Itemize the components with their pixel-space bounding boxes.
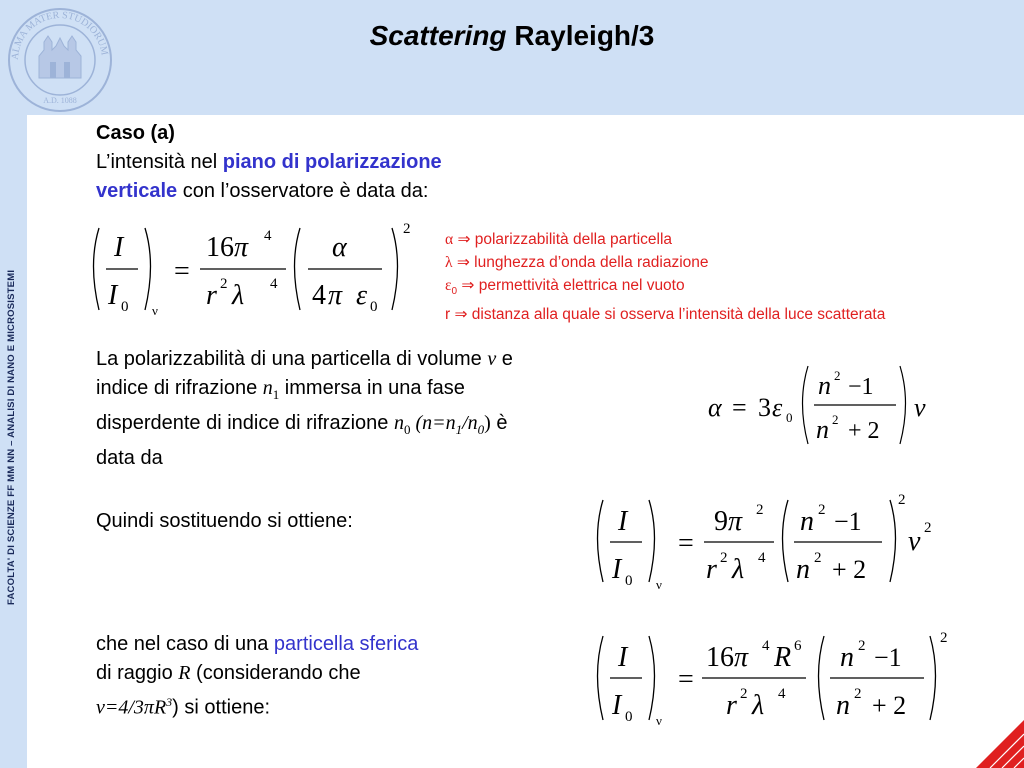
eq4-n-bottom: n [836,690,850,721]
title-rest: Rayleigh/3 [506,20,655,51]
eq4-r: r [726,690,737,721]
eq2-minus1: −1 [848,374,874,400]
eq3-v: v [908,526,921,557]
eq2-v: v [914,393,926,422]
legend-item-epsilon [445,274,885,303]
eq3-r-exp: 2 [720,550,728,566]
page-title [0,20,1024,52]
case-line2-text: con l’osservatore è data da: [177,180,429,202]
eq1-nu: ν [152,303,158,318]
polar-line2: indice di rifrazione $n_1$ immersa in una fase [96,377,465,402]
implies-icon: ⇒ [456,254,470,271]
eq4-16: 16 [706,642,734,673]
sphere-paragraph [96,630,418,723]
eq4-lambda-exp: 4 [778,686,786,702]
eq4-equals: = [678,664,694,695]
eq1-lambda-exp: 4 [270,276,278,292]
eq1-4: 4 [312,280,326,311]
legend-text: permettività elettrica nel vuoto [478,277,685,294]
eq3-pi-exp: 2 [756,502,764,518]
eq4-I0: I [612,690,622,721]
eq4-n-bottom-exp: 2 [854,686,862,702]
eq1-lambda: λ [232,280,245,311]
legend-text: lunghezza d’onda della radiazione [474,254,709,271]
eq4-outer-exp: 2 [940,630,948,646]
eq3-minus1: −1 [834,507,862,536]
spherical-substitution-equation [590,486,950,596]
eq3-lambda-exp: 4 [758,550,766,566]
eq2-3: 3 [758,393,771,422]
eq2-n: n [818,371,831,400]
eq2-equals: = [732,393,747,422]
legend-subscript: 0 [451,286,458,298]
eq3-nu: ν [656,577,662,592]
title-italic: Scattering [369,20,507,51]
implies-icon: ⇒ [461,277,475,294]
legend-item-r [445,303,885,326]
eq4-n-exp: 2 [858,638,866,654]
eq1-I0: I [108,280,118,311]
eq1-sub0: 0 [121,299,129,315]
eq1-pi-exp: 4 [264,228,272,244]
legend-item-lambda [445,251,885,274]
eq2-n-bottom: n [816,415,829,444]
eq3-n-bottom: n [796,554,810,585]
eq4-r-exp: 2 [740,686,748,702]
case-line2-highlight: verticale [96,180,178,202]
case-block [96,119,442,206]
sphere-intensity-equation [590,624,970,734]
intensity-equation [86,214,426,324]
eq3-equals: = [678,528,694,559]
polar-line1: La polarizzabilità di una particella di volume v e [96,348,513,370]
eq3-n-exp: 2 [818,502,826,518]
case-line1-text: L’intensità nel [96,151,223,173]
eq1-pi: π [234,232,249,263]
eq4-sub0: 0 [625,709,633,725]
eq3-v-exp: 2 [924,520,932,536]
eq2-n-exp: 2 [834,368,841,383]
eq4-n: n [840,642,854,673]
header-band [27,0,1024,115]
legend-symbol: λ [445,254,453,271]
eq3-n-bottom-exp: 2 [814,550,822,566]
eq1-eps: ε [356,280,368,311]
eq1-alpha: α [332,232,347,263]
sphere-line2: di raggio R (considerando che [96,662,361,684]
polarizability-paragraph [96,345,513,473]
legend-text: distanza alla quale si osserva l’intensità della luce scatterata [471,306,886,324]
eq3-9: 9 [714,506,728,537]
polarizability-equation [700,358,940,454]
eq3-outer-exp: 2 [898,492,906,508]
legend-symbol: ε [445,277,452,294]
eq4-nu: ν [656,713,662,728]
eq2-plus2: + 2 [848,418,880,444]
eq4-I: I [618,642,628,673]
legend-symbol: α [445,231,454,248]
implies-icon: ⇒ [454,306,468,324]
polar-line4: data da [96,447,163,469]
case-heading: Caso (a) [96,122,175,144]
eq1-16: 16 [206,232,234,263]
case-line1-highlight: piano di polarizzazione [222,151,442,173]
eq3-sub0: 0 [625,573,633,589]
legend-item-alpha [445,228,885,251]
eq4-minus1: −1 [874,643,902,672]
case-line1 [96,148,442,177]
eq4-R-exp: 6 [794,638,802,654]
eq3-plus2: + 2 [832,555,867,584]
sidebar-label: FACOLTA' DI SCIENZE FF MM NN – ANALISI DI NANO E MICROSISTEMI [6,269,17,605]
eq3-I0: I [612,554,622,585]
eq1-equals: = [174,256,190,287]
eq4-plus2: + 2 [872,691,907,720]
eq4-R: R [774,642,792,673]
eq1-outer-exp: 2 [403,221,411,237]
eq1-eps0: 0 [370,299,378,315]
implies-icon: ⇒ [457,231,471,248]
case-line2 [96,177,442,206]
eq2-eps0: 0 [786,410,793,425]
eq1-r: r [206,280,217,311]
seal-year-text: A.D. 1088 [43,96,77,105]
symbol-legend [445,228,885,326]
legend-symbol: r [445,306,451,324]
sphere-line1: che nel caso di una particella sferica [96,633,419,655]
sphere-line3: $v=4/3\pi R^3$) si ottiene: [96,695,270,719]
eq4-lambda: λ [752,690,765,721]
substitution-text: Quindi sostituendo si ottiene: [96,510,353,532]
polar-line3: disperdente di indice di rifrazione $n_0$ $(n=n_1/n_0)$ è [96,412,508,437]
eq3-n: n [800,506,814,537]
eq4-pi-exp: 4 [762,638,770,654]
eq2-n-bottom-exp: 2 [832,412,839,427]
eq2-eps: ε [772,393,783,422]
eq3-lambda: λ [732,554,745,585]
eq3-I: I [618,506,628,537]
eq4-pi: π [734,642,749,673]
eq1-I: I [114,232,124,263]
eq3-pi: π [728,506,743,537]
eq2-alpha: α [708,393,722,422]
eq1-r-exp: 2 [220,276,228,292]
eq1-pi2: π [328,280,343,311]
legend-text: polarizzabilità della particella [474,231,673,248]
sphere-highlight: particella sferica [273,633,419,655]
page-corner-icon [976,720,1024,768]
eq3-r: r [706,554,717,585]
seal-ring-text: ALMA MATER STUDIORUM [9,9,110,61]
